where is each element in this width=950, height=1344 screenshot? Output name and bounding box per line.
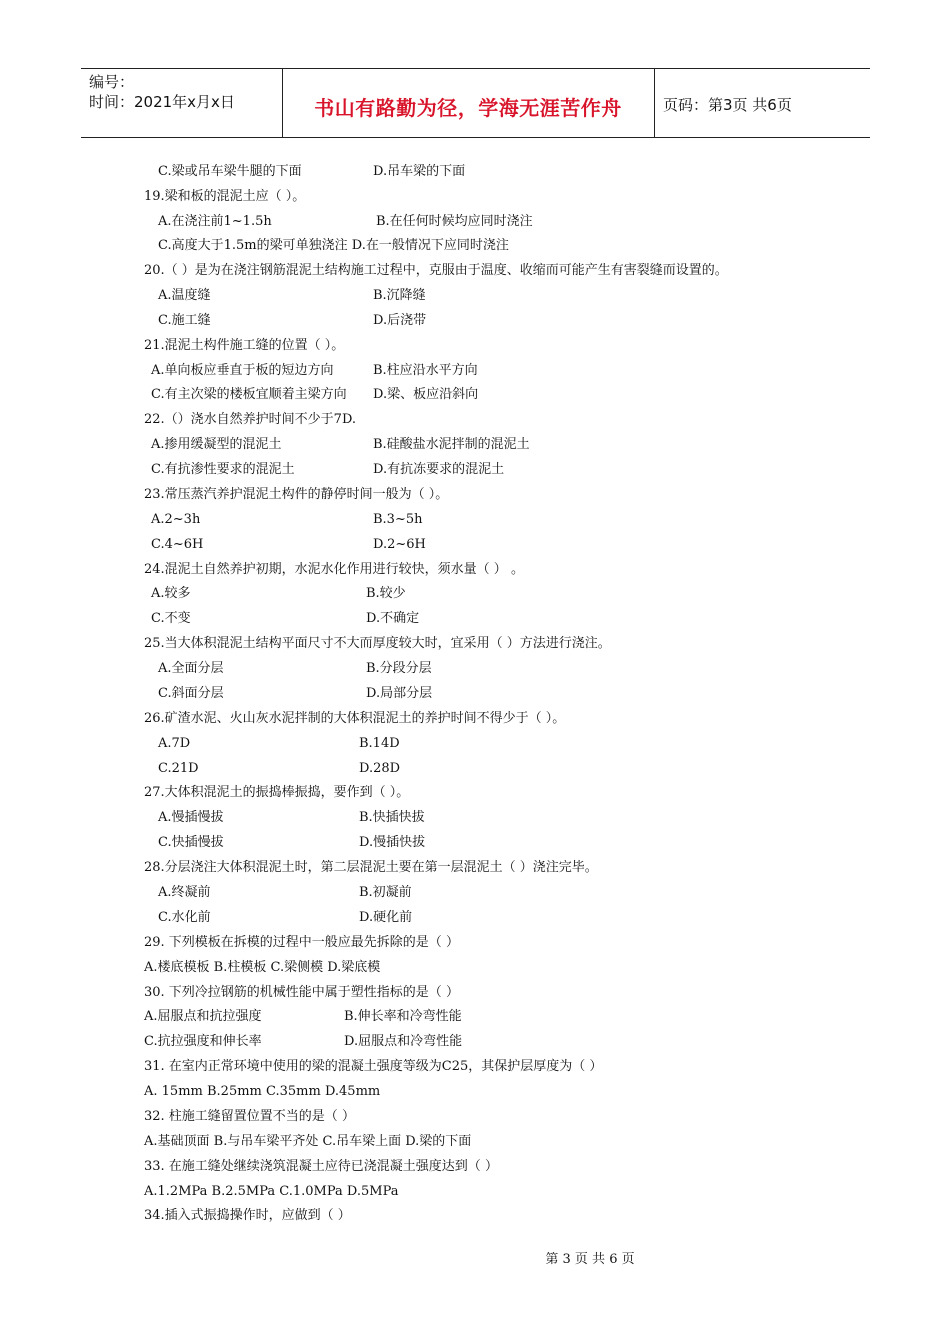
text-line: B.初凝前 (359, 885, 412, 900)
text-line: B.14D (359, 736, 400, 751)
text-line: A.2~3h (151, 512, 201, 527)
text-line: B.柱应沿水平方向 (373, 363, 478, 378)
text-line: A.基础顶面 B.与吊车梁平齐处 C.吊车梁上面 D.梁的下面 (144, 1134, 472, 1149)
page-footer (0, 1248, 950, 1267)
text-line: C.梁或吊车梁牛腿的下面 (158, 164, 302, 179)
text-line: D.硬化前 (359, 910, 413, 925)
text-line: A.慢插慢拔 (158, 810, 224, 825)
text-line: B.较少 (366, 586, 406, 601)
text-line: 26.矿渣水泥、火山灰水泥拌制的大体积混泥土的养护时间不得少于（ ）。 (144, 711, 566, 726)
text-line: 25.当大体积混泥土结构平面尺寸不大而厚度较大时，宜采用（ ）方法进行浇注。 (144, 636, 611, 651)
text-line: A.屈服点和抗拉强度 (144, 1009, 262, 1024)
text-line: 33. 在施工缝处继续浇筑混凝土应待已浇混凝土强度达到（ ） (144, 1159, 498, 1174)
text-line: C.21D (158, 761, 199, 776)
text-line: C.有主次梁的楼板宜顺着主梁方向 (151, 387, 347, 402)
text-line: D.后浇带 (373, 313, 427, 328)
text-line: B.硅酸盐水泥拌制的混泥土 (373, 437, 530, 452)
text-line: D.28D (359, 761, 401, 776)
text-line: B.在任何时候均应同时浇注 (376, 214, 533, 229)
text-line: C.抗拉强度和伸长率 (144, 1034, 262, 1049)
text-line: C.快插慢拔 (158, 835, 224, 850)
text-line: A.掺用缓凝型的混泥土 (151, 437, 282, 452)
text-line: D.慢插快拔 (359, 835, 426, 850)
text-line: A.楼底模板 B.柱模板 C.梁侧模 D.梁底模 (144, 960, 381, 975)
text-line: D.梁、板应沿斜向 (373, 387, 479, 402)
text-line: A.单向板应垂直于板的短边方向 (151, 363, 334, 378)
text-line: A.全面分层 (158, 661, 224, 676)
text-line: 27.大体积混泥土的振捣棒振捣，要作到（ ）。 (144, 785, 410, 800)
text-line: 23.常压蒸汽养护混泥土构件的静停时间一般为（ ）。 (144, 487, 449, 502)
text-line: D.吊车梁的下面 (373, 164, 466, 179)
text-line: D.2~6H (373, 537, 426, 552)
header-motto-cell (282, 69, 655, 137)
text-line: C.斜面分层 (158, 686, 224, 701)
text-line: 20.（ ）是为在浇注钢筋混泥土结构施工过程中，克服由于温度、收缩而可能产生有害裂缝而设置的。 (144, 263, 728, 278)
text-line: 29. 下列模板在拆模的过程中一般应最先拆除的是（ ） (144, 935, 459, 950)
text-line: 30. 下列冷拉钢筋的机械性能中属于塑性指标的是（ ） (144, 985, 459, 1000)
text-line: 31. 在室内正常环境中使用的梁的混凝土强度等级为C25，其保护层厚度为（ ） (144, 1059, 603, 1074)
text-line: 22.（）浇水自然养护时间不少于7D. (144, 412, 357, 427)
text-line: C.施工缝 (158, 313, 211, 328)
text-line: 34.插入式振捣操作时，应做到（ ） (144, 1208, 351, 1223)
text-line: 24.混泥土自然养护初期，水泥水化作用进行较快，须水量（ ） 。 (144, 562, 524, 577)
text-line: 32. 柱施工缝留置位置不当的是（ ） (144, 1109, 355, 1124)
motto-text: 书山有路勤为径，学海无涯苦作舟 (314, 96, 622, 120)
text-line: C.4~6H (151, 537, 204, 552)
footer-page-number: 第 3 页 共 6 页 (545, 1252, 635, 1267)
text-line: A.较多 (151, 586, 191, 601)
text-line: 21.混泥土构件施工缝的位置（ ）。 (144, 338, 345, 353)
text-line: A. 15mm B.25mm C.35mm D.45mm (144, 1084, 381, 1099)
document-header (81, 68, 870, 138)
text-line: B.3~5h (373, 512, 423, 527)
text-line: B.伸长率和冷弯性能 (344, 1009, 462, 1024)
text-line: A.在浇注前1~1.5h (158, 214, 272, 229)
text-line: A.温度缝 (158, 288, 211, 303)
header-page-info: 页码：第3页 共6页 (663, 96, 792, 114)
text-line: C.有抗渗性要求的混泥土 (151, 462, 295, 477)
text-line: C.水化前 (158, 910, 211, 925)
text-line: D.有抗冻要求的混泥土 (373, 462, 505, 477)
text-line: 28.分层浇注大体积混泥土时，第二层混泥土要在第一层混泥土（ ）浇注完毕。 (144, 860, 598, 875)
text-line: C.不变 (151, 611, 191, 626)
text-line: A.7D (158, 736, 191, 751)
text-line: A.终凝前 (158, 885, 211, 900)
text-line: D.屈服点和冷弯性能 (344, 1034, 463, 1049)
text-line: A.1.2MPa B.2.5MPa C.1.0MPa D.5MPa (144, 1184, 399, 1199)
text-line: B.快插快拔 (359, 810, 425, 825)
text-line: C.高度大于1.5m的梁可单独浇注 D.在一般情况下应同时浇注 (158, 238, 509, 253)
header-page-cell (655, 69, 870, 137)
text-line: D.局部分层 (366, 686, 433, 701)
text-line: D.不确定 (366, 611, 420, 626)
text-line: B.沉降缝 (373, 288, 426, 303)
text-line: B.分段分层 (366, 661, 432, 676)
date-label: 时间：2021年x月x日 (89, 93, 235, 111)
text-line: 19.梁和板的混泥土应（ ）。 (144, 189, 306, 204)
header-meta-cell (81, 69, 283, 137)
serial-number-label: 编号： (89, 73, 135, 91)
